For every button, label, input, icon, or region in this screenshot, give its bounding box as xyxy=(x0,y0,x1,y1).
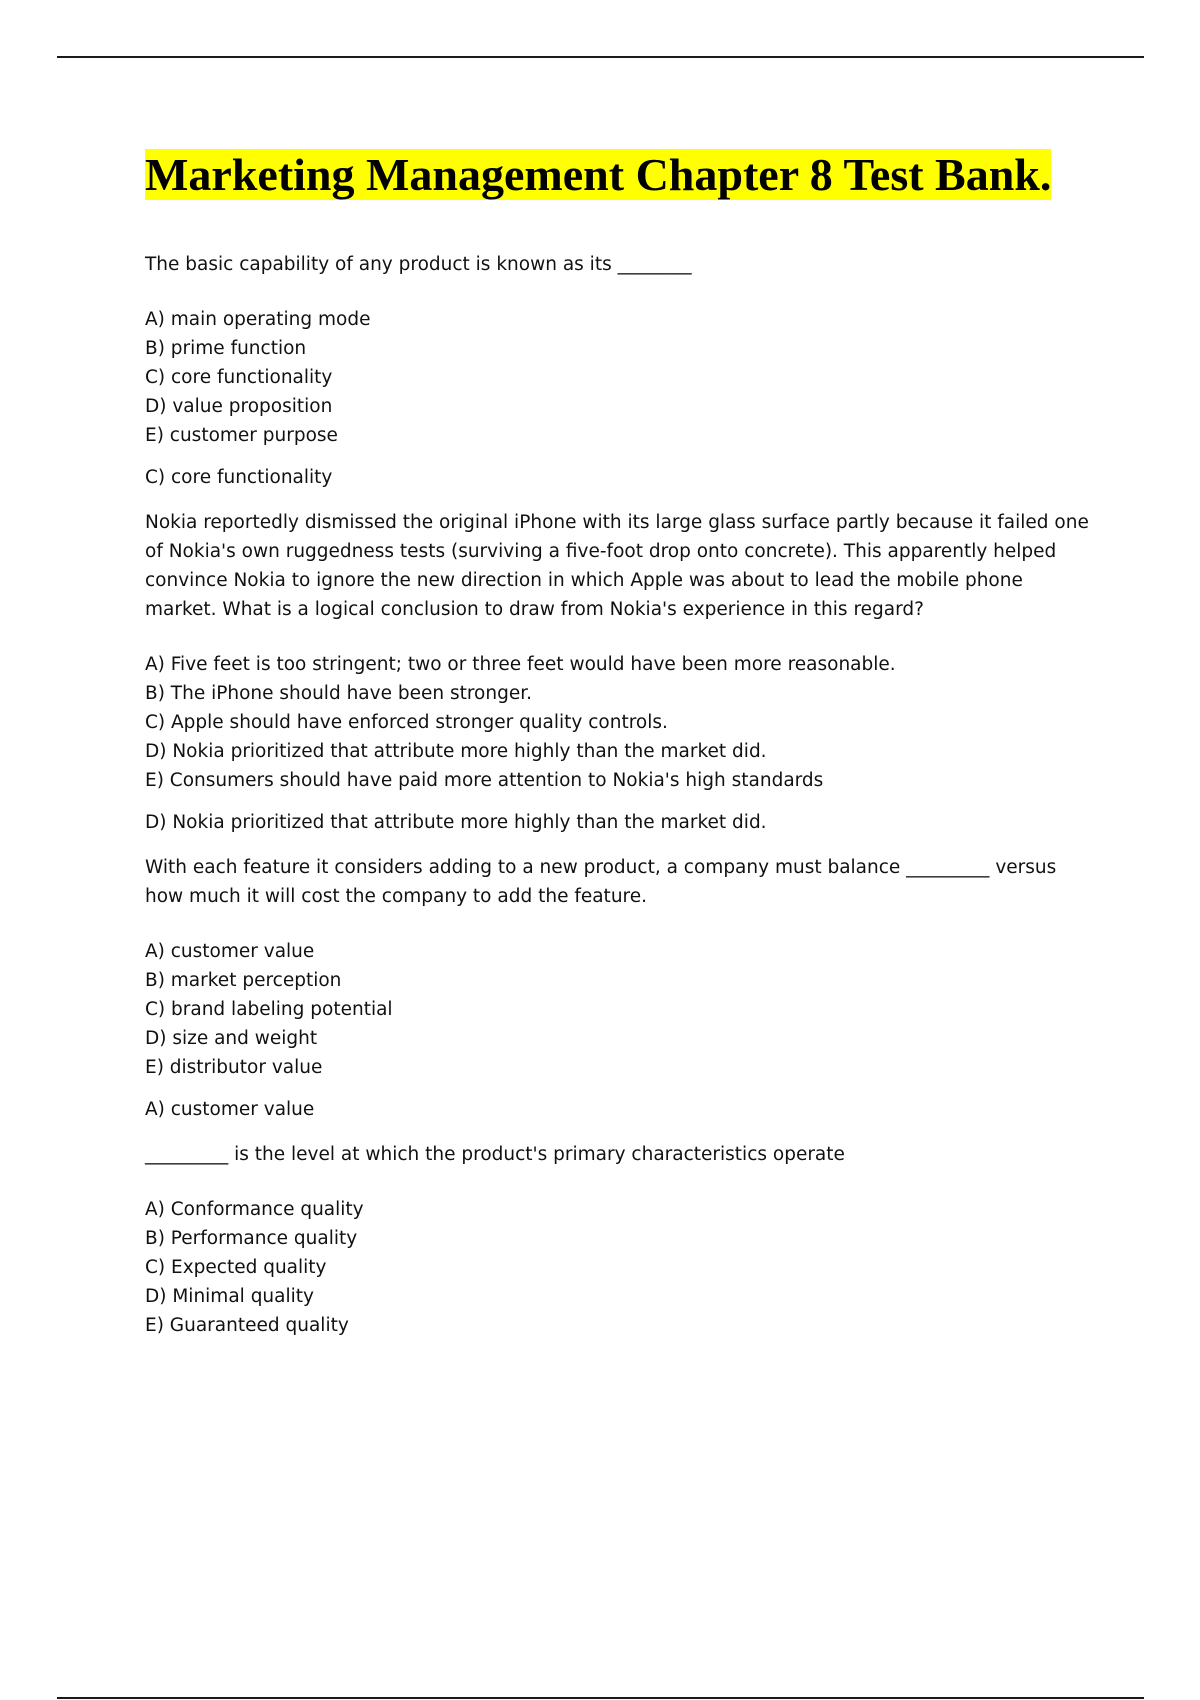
correct-answer: D) Nokia prioritized that attribute more highly than the market did. xyxy=(145,812,767,833)
option-a: A) customer value xyxy=(145,941,315,962)
option-b: B) market perception xyxy=(145,970,342,991)
option-a: A) Conformance quality xyxy=(145,1199,364,1220)
question-4 xyxy=(145,1140,1095,1340)
option-c: C) core functionality xyxy=(145,367,333,388)
option-b: B) Performance quality xyxy=(145,1228,358,1249)
option-c: C) Expected quality xyxy=(145,1257,327,1278)
option-c: C) brand labeling potential xyxy=(145,999,393,1020)
option-a: A) main operating mode xyxy=(145,309,371,330)
option-b: B) The iPhone should have been stronger. xyxy=(145,683,533,704)
header-rule xyxy=(57,56,1144,58)
correct-answer: C) core functionality xyxy=(145,467,333,488)
document-title-text: Marketing Management Chapter 8 Test Bank. xyxy=(145,149,1052,200)
correct-answer: A) customer value xyxy=(145,1099,315,1120)
question-3 xyxy=(145,853,1095,1124)
option-e: E) distributor value xyxy=(145,1057,323,1078)
answer-options xyxy=(145,650,1095,795)
option-d: D) Minimal quality xyxy=(145,1286,314,1307)
answer-options xyxy=(145,1195,1095,1340)
option-e: E) Guaranteed quality xyxy=(145,1315,349,1336)
option-e: E) customer purpose xyxy=(145,425,338,446)
answer-options xyxy=(145,937,1095,1082)
option-e: E) Consumers should have paid more attention to Nokia's high standards xyxy=(145,770,824,791)
question-text: With each feature it considers adding to a new product, a company must balance _________ versus how much it will cost the company to add the feature. xyxy=(145,857,1057,907)
option-c: C) Apple should have enforced stronger quality controls. xyxy=(145,712,668,733)
option-b: B) prime function xyxy=(145,338,307,359)
document-title xyxy=(145,146,1095,204)
option-a: A) Five feet is too stringent; two or three feet would have been more reasonable. xyxy=(145,654,896,675)
answer-options xyxy=(145,305,1095,450)
option-d: D) size and weight xyxy=(145,1028,318,1049)
question-text: _________ is the level at which the product's primary characteristics operate xyxy=(145,1144,845,1165)
question-1 xyxy=(145,250,1095,492)
option-d: D) value proposition xyxy=(145,396,333,417)
option-d: D) Nokia prioritized that attribute more highly than the market did. xyxy=(145,741,767,762)
question-text: The basic capability of any product is known as its ________ xyxy=(145,254,692,275)
question-2 xyxy=(145,508,1095,837)
footer-rule xyxy=(57,1697,1144,1699)
question-text: Nokia reportedly dismissed the original iPhone with its large glass surface partly because it failed one of Nokia's own ruggedness tests (surviving a five-foot drop onto concrete). This apparently helped convince Nokia to ignore the new direction in which Apple was about to lead the mobile phone market. What is a logical conclusion to draw from Nokia's experience in this regard? xyxy=(145,512,1089,620)
document-body xyxy=(145,146,1095,1353)
